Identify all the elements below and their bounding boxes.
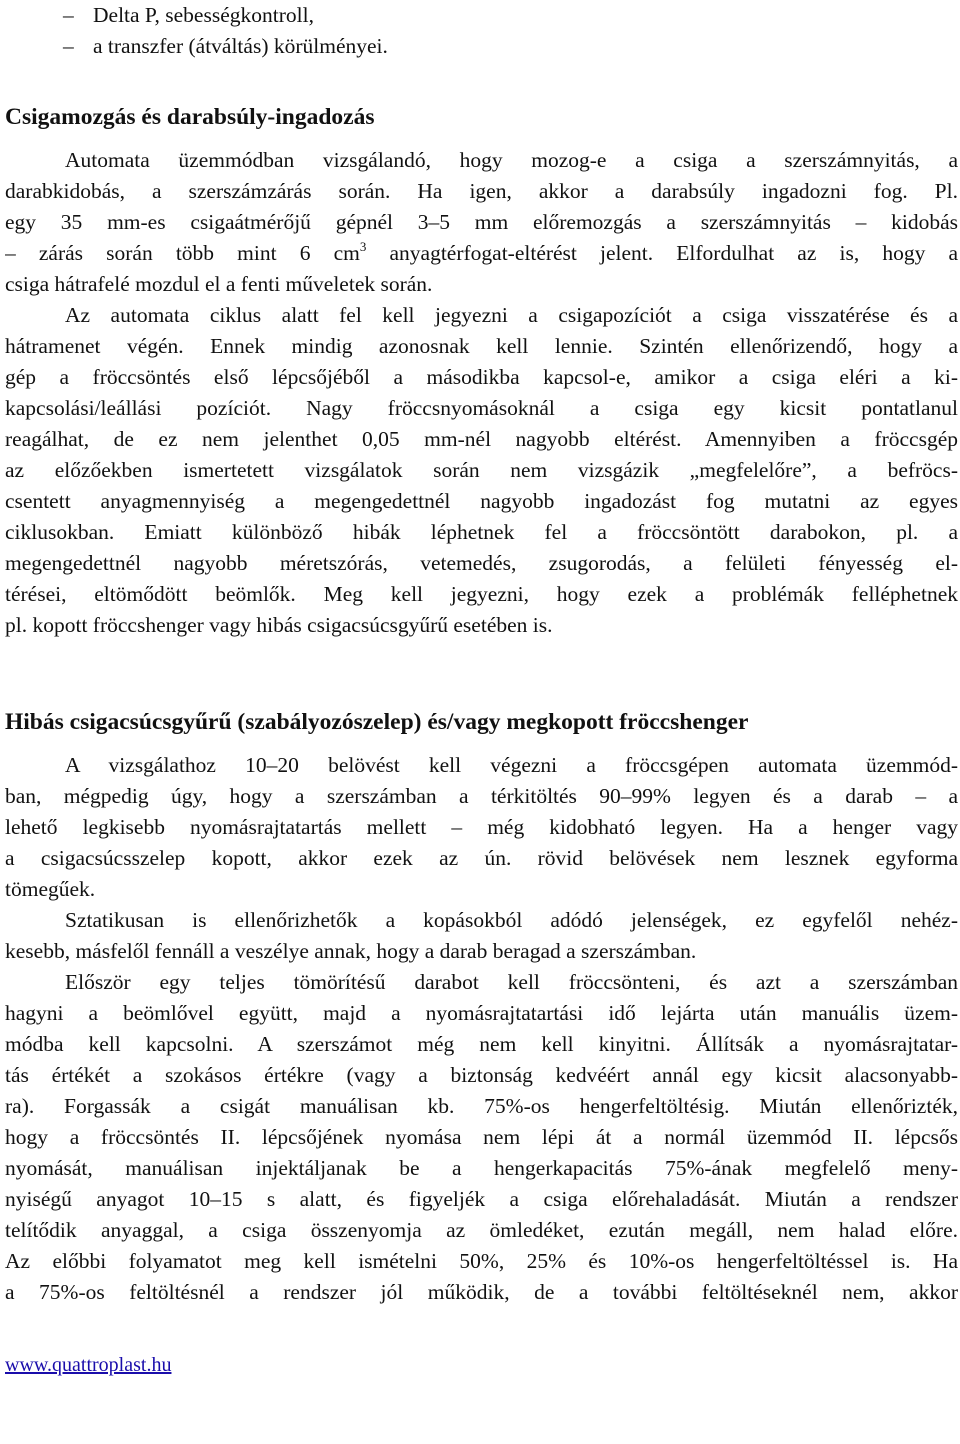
text-line: hogy a fröccsöntés II. lépcsőjének nyomása nem lépi át a normál üzemmód II. lépcsős xyxy=(5,1125,958,1149)
text-segment: anyagtérfogat-eltérést jelent. Elfordulhat az is, hogy a xyxy=(366,241,958,265)
text-line: módba kell kapcsolni. A szerszámot még nem kell kinyitni. Állítsák a nyomásrajtatar- xyxy=(5,1032,958,1056)
text-line: egy 35 mm-es csigaátmérőjű gépnél 3–5 mm előremozgás a szerszámnyitás – kidobás xyxy=(5,210,958,234)
document-page xyxy=(5,0,958,1381)
bullet-item xyxy=(5,0,958,31)
text-line: kesebb, másfelől fennáll a veszélye annak, hogy a darab beragad a szerszámban. xyxy=(5,939,697,963)
bullet-item xyxy=(5,31,958,62)
text-line: az előzőekben ismertetett vizsgálatok során nem vizsgázik „megfelelőre”, a befröcs- xyxy=(5,458,958,482)
text-line: tömegűek. xyxy=(5,877,96,901)
text-line: Automata üzemmódban vizsgálandó, hogy mozog-e a csiga a szerszámnyitás, a xyxy=(65,148,958,172)
superscript: 3 xyxy=(359,239,367,254)
text-line: hagyni a beömlővel együtt, majd a nyomásrajtatartási idő lejárta után manuális üzem- xyxy=(5,1001,958,1025)
text-line: darabkidobás, a szerszámzárás során. Ha igen, akkor a darabsúly ingadozni fog. Pl. xyxy=(5,179,958,203)
footer xyxy=(5,1350,958,1381)
text-line: csentett anyagmennyiség a megengedettnél nagyobb ingadozást fog mutatni az egyes xyxy=(5,489,958,513)
section2-body xyxy=(5,750,958,1308)
section-heading: Hibás csigacsúcsgyűrű (szabályozószelep) és/vagy megkopott fröccshenger xyxy=(5,709,749,735)
text-segment: – zárás során több mint 6 cm xyxy=(5,241,360,265)
text-line: megengedettnél nagyobb méretszórás, vetemedés, zsugorodás, a felületi fényesség el- xyxy=(5,551,958,575)
text-line: csiga hátrafelé mozdul el a fenti műveletek során. xyxy=(5,272,433,296)
text-line: gép a fröccsöntés első lépcsőjéből a másodikba kapcsol-e, amikor a csiga eléri a ki- xyxy=(5,365,958,389)
text-line: nyomását, manuálisan injektáljanak be a hengerkapacitás 75%-ának megfelelő meny- xyxy=(5,1156,958,1180)
text-line: térései, eltömődött beömlők. Meg kell jegyezni, hogy ezek a problémák felléphetnek xyxy=(5,582,958,606)
text-line: Az előbbi folyamatot meg kell ismételni 50%, 25% és 10%-os hengerfeltöltéssel is. Ha xyxy=(5,1249,958,1273)
text-line: nyiségű anyagot 10–15 s alatt, és figyeljék a csiga előrehaladását. Miután a rendszer xyxy=(5,1187,958,1211)
text-line: hátramenet végén. Ennek mindig azonosnak kell lennie. Szintén ellenőrizendő, hogy a xyxy=(5,334,958,358)
text-line: Sztatikusan is ellenőrizhetők a kopásokból adódó jelenségek, ez egyfelől nehéz- xyxy=(65,908,958,932)
text-line: telítődik anyaggal, a csiga összenyomja az ömledéket, ezután megáll, nem halad előre. xyxy=(5,1218,958,1242)
text-line: ra). Forgassák a csigát manuálisan kb. 75%-os hengerfeltöltésig. Miután ellenőrizték, xyxy=(5,1094,958,1118)
bullet-text: Delta P, sebességkontroll, xyxy=(93,3,314,27)
text-line: kapcsolási/leállási pozíciót. Nagy fröccsnyomásoknál a csiga egy kicsit pontatlanul xyxy=(5,396,958,420)
footer-website-link[interactable]: www.quattroplast.hu xyxy=(5,1354,172,1376)
text-line: pl. kopott fröccshenger vagy hibás csigacsúcsgyűrű esetében is. xyxy=(5,613,553,637)
text-line: ban, mégpedig úgy, hogy a szerszámban a térkitöltés 90–99% legyen és a darab – a xyxy=(5,784,958,808)
text-line xyxy=(5,238,958,269)
section-heading: Csigamozgás és darabsúly-ingadozás xyxy=(5,104,375,130)
text-line: a 75%-os feltöltésnél a rendszer jól működik, de a további feltöltéseknél nem, akkor xyxy=(5,1280,958,1304)
text-line: ciklusokban. Emiatt különböző hibák léphetnek fel a fröccsöntött darabokon, pl. a xyxy=(5,520,958,544)
text-line: a csigacsúcsszelep kopott, akkor ezek az ún. rövid belövések nem lesznek egyforma xyxy=(5,846,958,870)
text-line: reagálhat, de ez nem jelenthet 0,05 mm-nél nagyobb eltérést. Amennyiben a fröccsgép xyxy=(5,427,958,451)
text-line: tás értékét a szokásos értékre (vagy a biztonság kedvéért annál egy kicsit alacsonyabb- xyxy=(5,1063,958,1087)
bullet-dash: – xyxy=(63,3,74,27)
bullet-dash: – xyxy=(63,34,74,58)
section1-body xyxy=(5,145,958,641)
text-line: A vizsgálathoz 10–20 belövést kell végezni a fröccsgépen automata üzemmód- xyxy=(65,753,958,777)
text-line: lehető legkisebb nyomásrajtatartás mellett – még kidobható legyen. Ha a henger vagy xyxy=(5,815,958,839)
bullet-text: a transzfer (átváltás) körülményei. xyxy=(93,34,388,58)
text-line: Az automata ciklus alatt fel kell jegyezni a csigapozíciót a csiga visszatérése és a xyxy=(65,303,958,327)
text-line: Először egy teljes tömörítésű darabot kell fröccsönteni, és azt a szerszámban xyxy=(65,970,958,994)
